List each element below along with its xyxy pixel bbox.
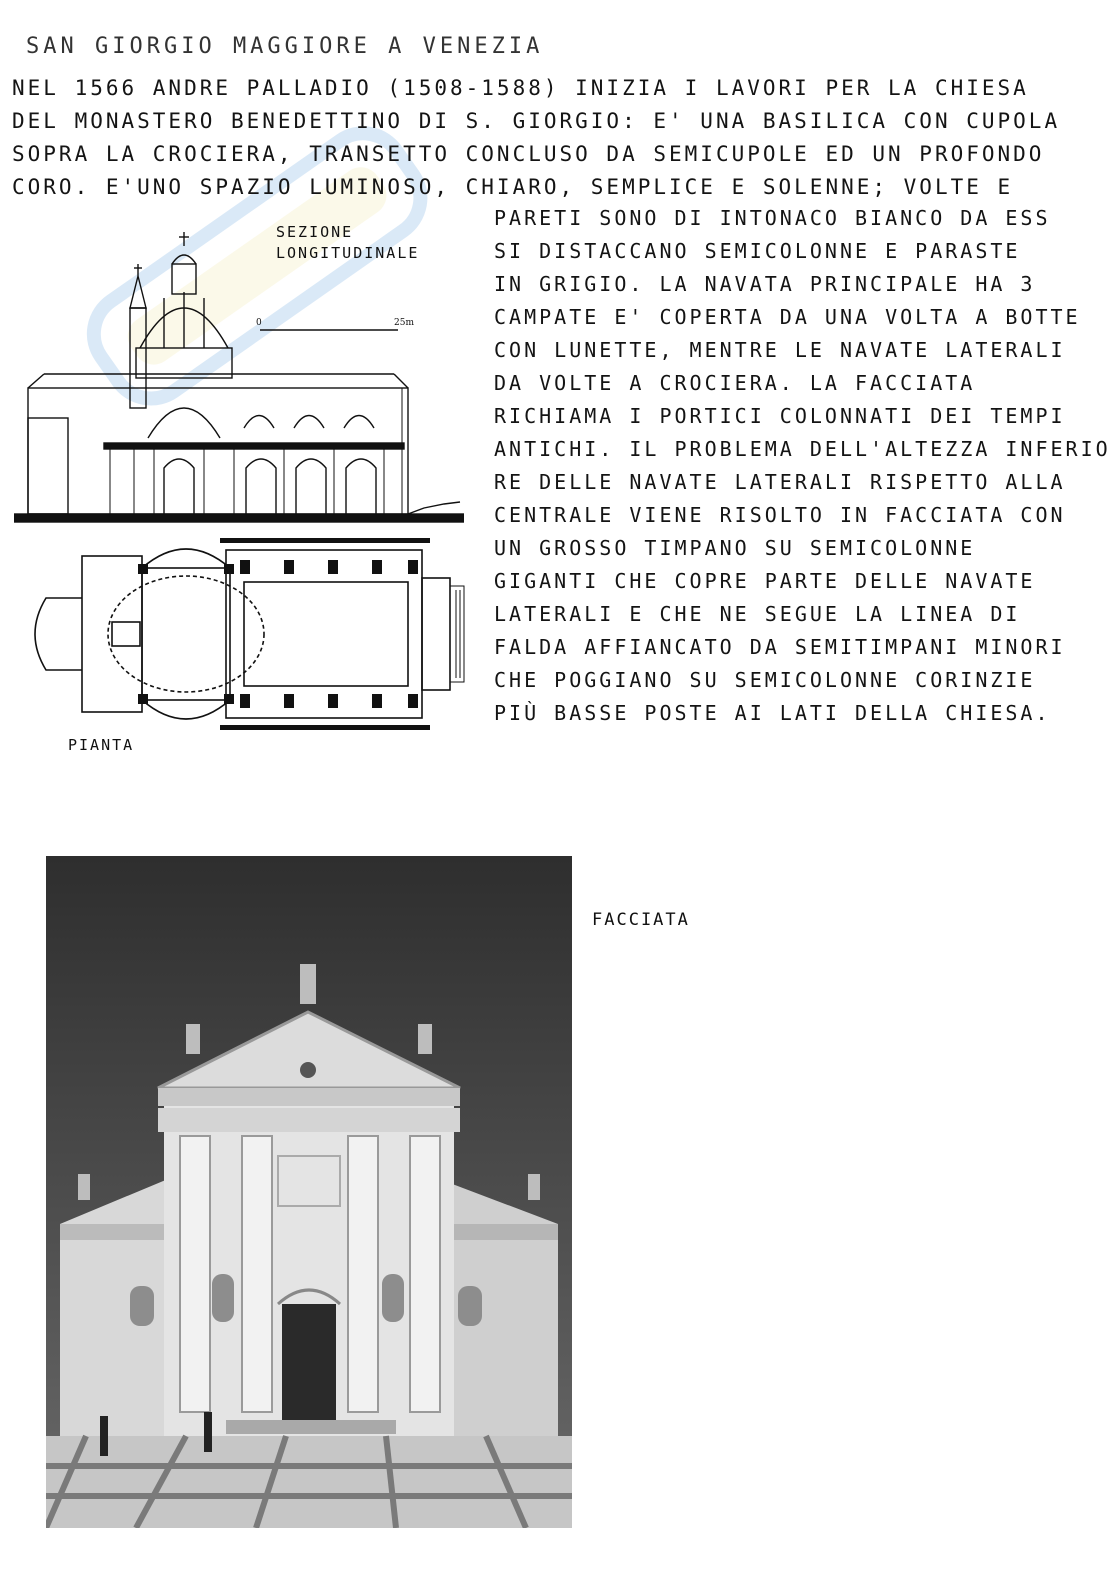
body-paragraph	[494, 202, 1111, 730]
body-line: ANTICHI. IL PROBLEMA DELL'ALTEZZA INFERIO	[494, 437, 1111, 461]
body-line: UN GROSSO TIMPANO SU SEMICOLONNE	[494, 536, 976, 560]
section-caption-line1: SEZIONE	[276, 223, 354, 241]
plan-drawing	[16, 538, 466, 730]
body-line: IN GRIGIO. LA NAVATA PRINCIPALE HA 3	[494, 272, 1036, 296]
page-title: SAN GIORGIO MAGGIORE A VENEZIA	[26, 34, 544, 59]
body-line: CENTRALE VIENE RISOLTO IN FACCIATA CON	[494, 503, 1066, 527]
body-line: GIGANTI CHE COPRE PARTE DELLE NAVATE	[494, 569, 1036, 593]
scale-end-label: 25m	[394, 318, 414, 328]
body-line: DA VOLTE A CROCIERA. LA FACCIATA	[494, 371, 976, 395]
body-line: RE DELLE NAVATE LATERALI RISPETTO ALLA	[494, 470, 1066, 494]
intro-paragraph	[12, 72, 1060, 204]
body-line: FALDA AFFIANCATO DA SEMITIMPANI MINORI	[494, 635, 1066, 659]
section-caption-line2: LONGITUDINALE	[276, 244, 420, 262]
body-line: LATERALI E CHE NE SEGUE LA LINEA DI	[494, 602, 1021, 626]
facade-caption: FACCIATA	[592, 910, 690, 930]
body-line: CON LUNETTE, MENTRE LE NAVATE LATERALI	[494, 338, 1066, 362]
plan-caption: PIANTA	[68, 736, 135, 754]
body-line: PARETI SONO DI INTONACO BIANCO DA ESS	[494, 206, 1051, 230]
intro-line: CORO. E'UNO SPAZIO LUMINOSO, CHIARO, SEMPLICE E SOLENNE; VOLTE E	[12, 175, 1014, 199]
body-line: PIÙ BASSE POSTE AI LATI DELLA CHIESA.	[494, 701, 1051, 725]
body-line: CHE POGGIANO SU SEMICOLONNE CORINZIE	[494, 668, 1036, 692]
body-line: SI DISTACCANO SEMICOLONNE E PARASTE	[494, 239, 1021, 263]
section-caption	[276, 222, 419, 264]
intro-line: NEL 1566 ANDRE PALLADIO (1508-1588) INIZIA I LAVORI PER LA CHIESA	[12, 76, 1029, 100]
intro-line: SOPRA LA CROCIERA, TRANSETTO CONCLUSO DA SEMICUPOLE ED UN PROFONDO	[12, 142, 1045, 166]
body-line: CAMPATE E' COPERTA DA UNA VOLTA A BOTTE	[494, 305, 1081, 329]
facade-photo	[46, 856, 572, 1528]
scale-start-label: 0	[256, 318, 262, 328]
body-line: RICHIAMA I PORTICI COLONNATI DEI TEMPI	[494, 404, 1066, 428]
longitudinal-section-drawing	[14, 228, 464, 528]
intro-line: DEL MONASTERO BENEDETTINO DI S. GIORGIO: E' UNA BASILICA CON CUPOLA	[12, 109, 1061, 133]
